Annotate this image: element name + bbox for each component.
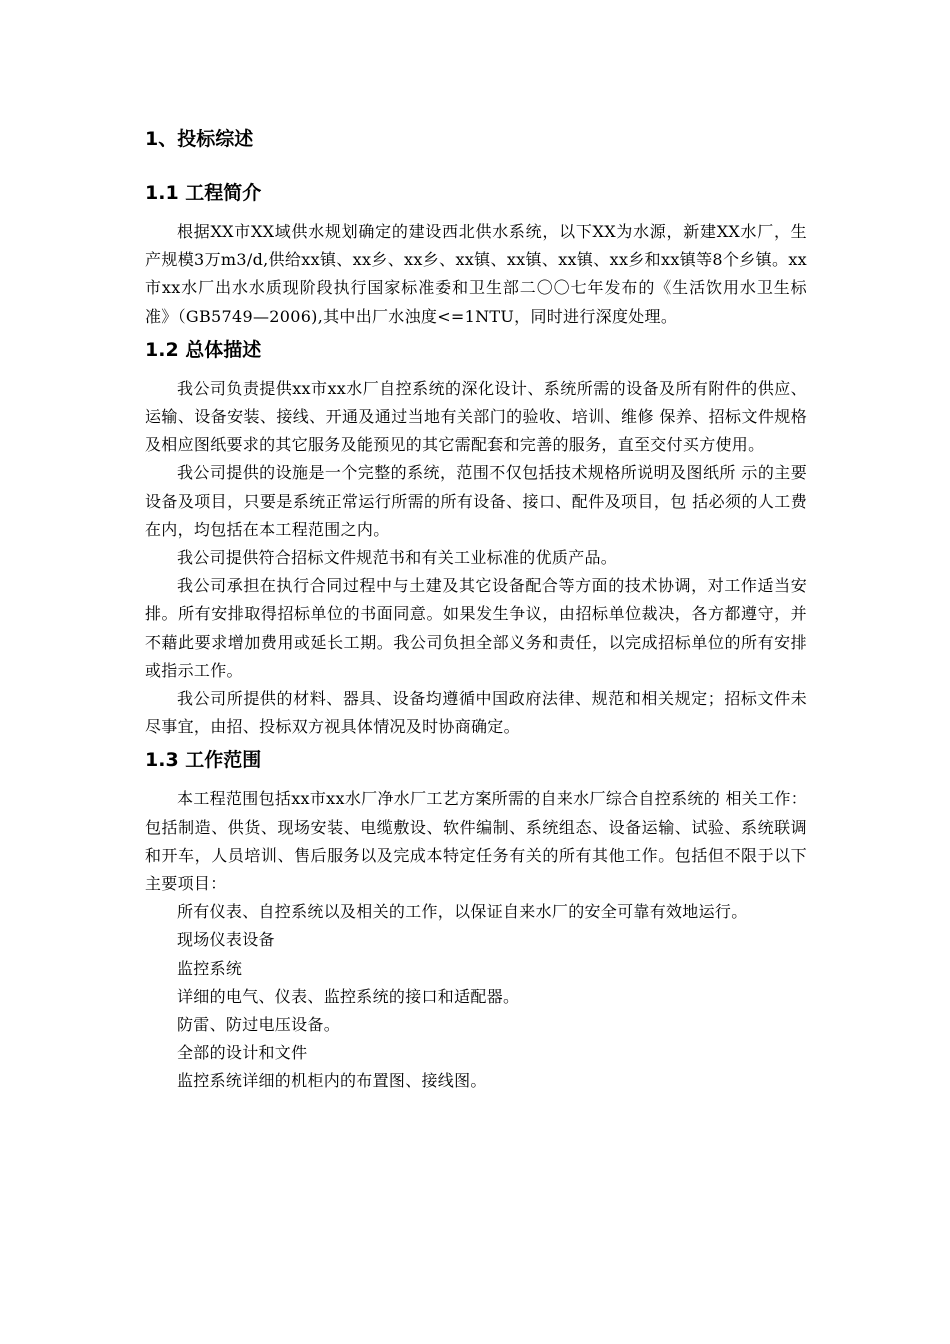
list-item: 监控系统详细的机柜内的布置图、接线图。 <box>177 1071 487 1091</box>
list-item: 详细的电气、仪表、监控系统的接口和适配器。 <box>177 986 520 1006</box>
section-project-overview <box>145 176 807 331</box>
main-heading: 1、投标综述 <box>145 128 254 150</box>
section-heading: 1.3 工作范围 <box>145 749 262 772</box>
paragraph: 我公司承担在执行合同过程中与土建及其它设备配合等方面的技术协调，对工作适当安排。所有安排取得招标单位的书面同意。如果发生争议，由招标单位裁决，各方都遵守，并不藉此要求增加费用或延长工期。我公司负担全部义务和责任，以完成招标单位的所有安排或指示工作。 <box>145 576 807 680</box>
list-item: 全部的设计和文件 <box>177 1043 308 1063</box>
paragraph: 我公司所提供的材料、器具、设备均遵循中国政府法律、规范和相关规定；招标文件未尽事宜，由招、投标双方视具体情况及时协商确定。 <box>145 689 807 737</box>
paragraph: 我公司提供的设施是一个完整的系统，范围不仅包括技术规格所说明及图纸所 示的主要设备及项目，只要是系统正常运行所需的所有设备、接口、配件及项目，包 括必须的人工费在内，均包括在本工程范围之内。 <box>145 463 807 539</box>
document-content <box>145 122 807 1096</box>
paragraph: 本工程范围包括xx市xx水厂净水厂工艺方案所需的自来水厂综合自控系统的 相关工作：包括制造、供货、现场安装、电缆敷设、软件编制、系统组态、设备运输、试验、系统联调和开车，人员培训、售后服务以及完成本特定任务有关的所有其他工作。包括但不限于以下主要项目： <box>145 789 807 894</box>
paragraph: 根据XX市XX域供水规划确定的建设西北供水系统，以下XX为水源，新建XX水厂，生产规模3万m3/d,供给xx镇、xx乡、xx乡、xx镇、xx镇、xx镇、xx乡和xx镇等8个乡镇。xx市xx水厂出水水质现阶段执行国家标准委和卫生部二〇〇七年发布的《生活饮用水卫生标准》（GB5749—2006),其中出厂水浊度<=1NTU，同时进行深度处理。 <box>145 222 807 326</box>
section-heading: 1.2 总体描述 <box>145 338 262 361</box>
section-heading: 1.1 工程简介 <box>145 182 262 204</box>
section-work-scope <box>145 743 807 1095</box>
list-item: 监控系统 <box>177 958 243 978</box>
paragraph: 所有仪表、自控系统以及相关的工作，以保证自来水厂的安全可靠有效地运行。 <box>177 902 748 922</box>
list-item: 现场仪表设备 <box>177 930 275 950</box>
section-general-description <box>145 333 807 742</box>
paragraph: 我公司提供符合招标文件规范书和有关工业标准的优质产品。 <box>177 548 618 568</box>
paragraph: 我公司负责提供xx市xx水厂自控系统的深化设计、系统所需的设备及所有附件的供应、运输、设备安装、接线、开通及通过当地有关部门的验收、培训、维修 保养、招标文件规格及相应图纸要求的其它服务及能预见的其它需配套和完善的服务，直至交付买方使用。 <box>145 378 807 455</box>
list-item: 防雷、防过电压设备。 <box>177 1015 341 1035</box>
